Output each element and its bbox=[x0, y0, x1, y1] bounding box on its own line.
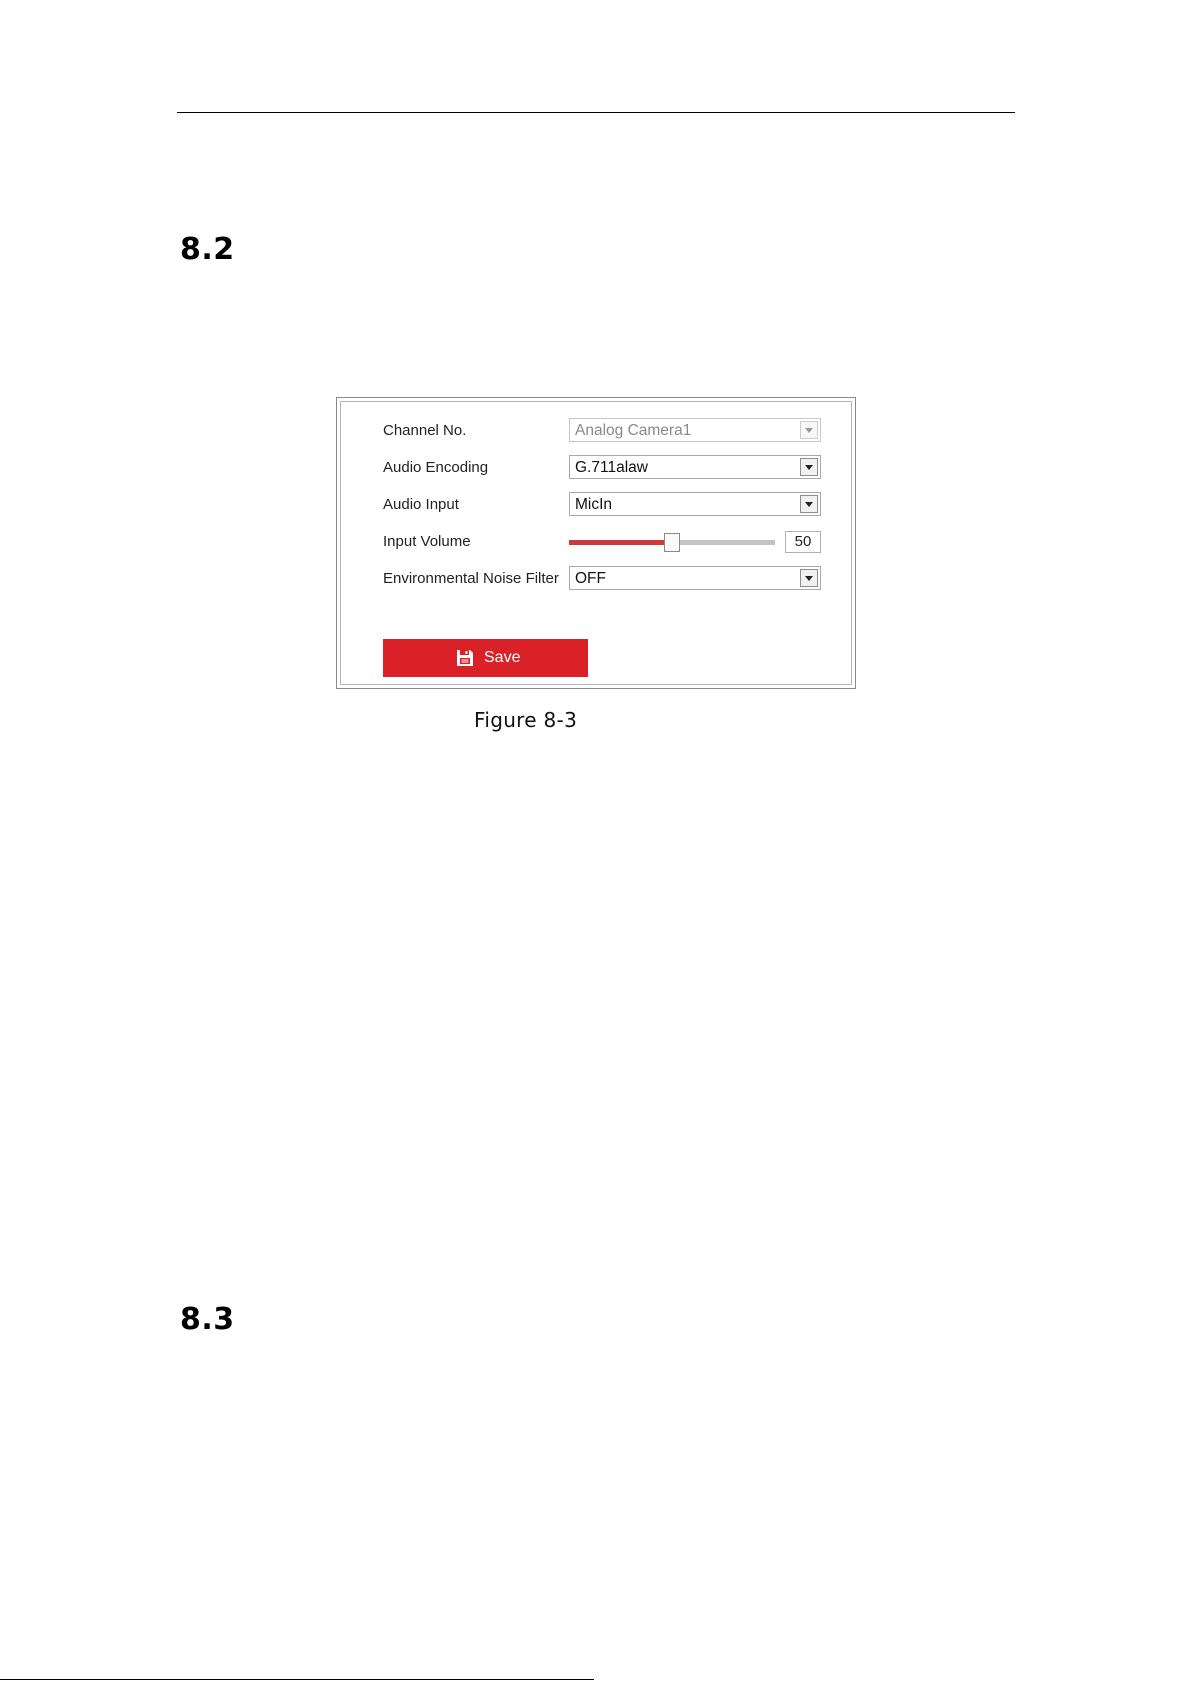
audio-settings-panel bbox=[336, 397, 856, 689]
audio-encoding-row bbox=[383, 455, 833, 481]
noise-filter-select[interactable] bbox=[569, 566, 821, 590]
chevron-down-icon[interactable] bbox=[800, 458, 818, 476]
audio-input-row bbox=[383, 492, 833, 518]
floppy-disk-icon bbox=[455, 648, 475, 668]
channel-no-select bbox=[569, 418, 821, 442]
chevron-down-icon[interactable] bbox=[800, 569, 818, 587]
input-volume-label: Input Volume bbox=[383, 533, 471, 550]
save-button-label: Save bbox=[484, 649, 521, 666]
channel-no-row bbox=[383, 418, 833, 444]
chevron-down-icon bbox=[800, 421, 818, 439]
section-heading-8-2: 8.2 bbox=[180, 232, 235, 267]
audio-encoding-select[interactable] bbox=[569, 455, 821, 479]
save-button[interactable] bbox=[383, 639, 588, 677]
slider-fill bbox=[569, 540, 672, 545]
audio-input-select[interactable] bbox=[569, 492, 821, 516]
noise-filter-value: OFF bbox=[575, 570, 606, 587]
section-heading-8-3: 8.3 bbox=[180, 1302, 235, 1337]
input-volume-slider[interactable] bbox=[569, 540, 775, 545]
slider-thumb[interactable] bbox=[664, 533, 680, 552]
figure-caption: Figure 8-3 bbox=[474, 708, 578, 732]
channel-no-value: Analog Camera1 bbox=[575, 422, 692, 439]
input-volume-value[interactable]: 50 bbox=[785, 531, 821, 553]
noise-filter-row bbox=[383, 566, 833, 592]
channel-no-label: Channel No. bbox=[383, 422, 467, 439]
header-rule bbox=[177, 112, 1015, 113]
audio-input-value: MicIn bbox=[575, 496, 613, 513]
audio-input-label: Audio Input bbox=[383, 496, 459, 513]
noise-filter-label: Environmental Noise Filter bbox=[383, 570, 559, 587]
audio-encoding-label: Audio Encoding bbox=[383, 459, 489, 476]
audio-encoding-value: G.711alaw bbox=[575, 459, 648, 476]
footer-rule bbox=[0, 1679, 594, 1680]
input-volume-row bbox=[383, 529, 833, 555]
chevron-down-icon[interactable] bbox=[800, 495, 818, 513]
